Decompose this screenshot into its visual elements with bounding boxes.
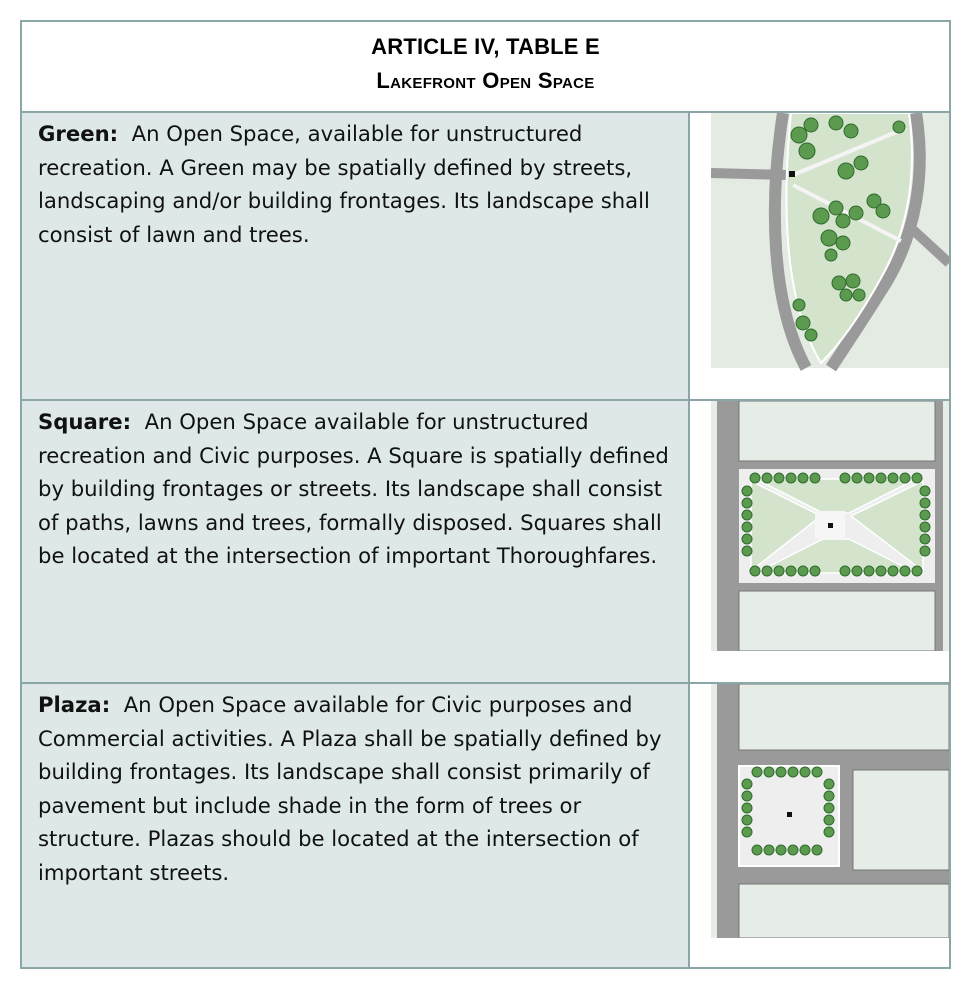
green-description: An Open Space, available for unstructured recreation. A Green may be spatially defined by streets, landscaping and/or building frontages. Its landscape shall consist of lawn and trees. xyxy=(38,121,650,247)
square-block-right xyxy=(943,401,949,651)
plaza-block-bottom xyxy=(739,884,949,938)
plaza-diagram-cell xyxy=(692,684,949,967)
green-monument xyxy=(789,171,795,177)
table-title: ARTICLE IV, TABLE E xyxy=(371,34,600,59)
table-row-plaza xyxy=(22,684,949,967)
square-description-cell xyxy=(22,401,690,682)
table-row-square xyxy=(22,401,949,682)
square-block-left xyxy=(711,401,717,651)
plaza-term: Plaza: xyxy=(38,692,111,717)
plaza-diagram xyxy=(711,684,949,938)
table-header xyxy=(22,22,949,113)
plaza-description-cell xyxy=(22,684,690,967)
table-subtitle: Lakefront Open Space xyxy=(376,68,595,93)
plaza-block-top xyxy=(739,684,949,750)
green-diagram xyxy=(711,113,949,373)
plaza-block-left xyxy=(711,684,717,938)
plaza-description: An Open Space available for Civic purposes and Commercial activities. A Plaza shall be spatially defined by building frontages. Its landscape shall consist primarily of pavement but include shade in the form of trees or structure. Plazas should be located at the intersection of important streets. xyxy=(38,692,662,885)
square-monument xyxy=(828,523,833,528)
plaza-block-right xyxy=(853,770,949,870)
green-term: Green: xyxy=(38,121,119,146)
plaza-monument xyxy=(787,812,792,817)
green-description-cell xyxy=(22,113,690,399)
square-block-top xyxy=(739,401,935,461)
square-block-bottom xyxy=(739,591,935,651)
open-space-table xyxy=(20,20,951,969)
table-row-green xyxy=(22,113,949,399)
square-description: An Open Space available for unstructured recreation and Civic purposes. A Square is spatially defined by building frontages or streets. Its landscape shall consist of paths, lawns and trees, formally disposed. Squares shall be located at the intersection of important Thoroughfares. xyxy=(38,409,669,569)
square-diagram-cell xyxy=(692,401,949,682)
square-term: Square: xyxy=(38,409,132,434)
green-diagram-cell xyxy=(692,113,949,399)
square-diagram xyxy=(711,401,949,651)
